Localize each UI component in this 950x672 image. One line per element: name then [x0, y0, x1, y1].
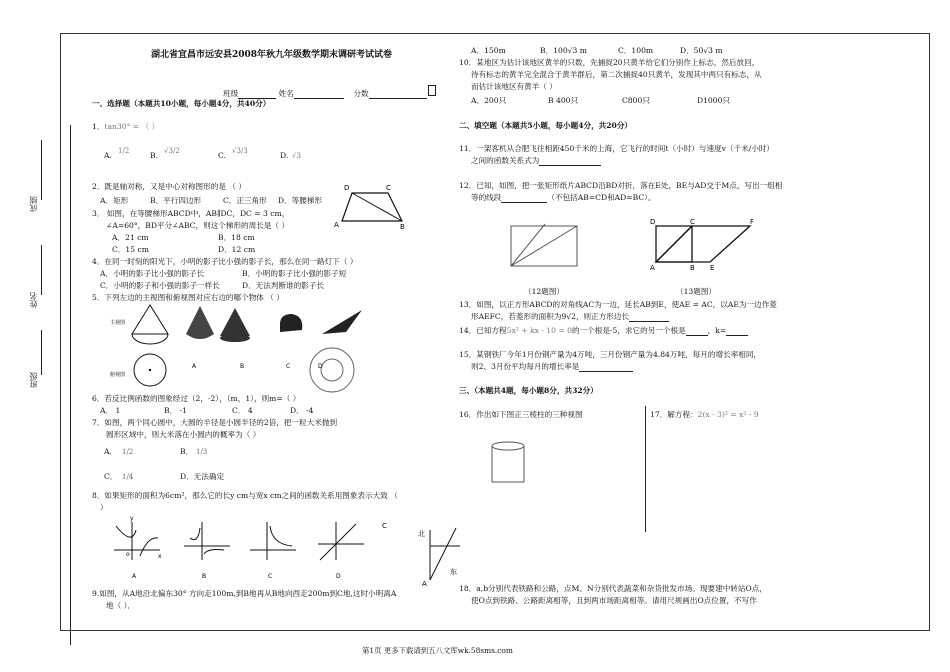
q5-label-a[interactable]: A [192, 363, 197, 370]
q13-label-e: E [710, 264, 715, 272]
q1-options [104, 147, 301, 161]
q5-figures [110, 300, 370, 400]
q2-option-b[interactable]: B．平行四边形 [150, 196, 202, 205]
q8-line2: ） [100, 503, 108, 512]
q6-option-c[interactable]: C． 4 [232, 406, 253, 415]
q7-value-b: 1/3 [196, 448, 208, 456]
q1-option-a[interactable]: A. [104, 151, 112, 160]
q8-line1: 8．如果矩形的面积为6cm²，那么它的长y cm与宽x cm之间的函数关系用图象表示大致 （ [92, 491, 398, 500]
page-title: 湖北省宜昌市远安县2008年秋九年级数学期末调研考试试卷 [151, 50, 393, 60]
q7-option-c[interactable]: C． [104, 472, 118, 481]
q12-figure [505, 222, 585, 272]
q13-figure [650, 218, 760, 272]
page-footer: 第1页 更多下载请到五八文库wk.58sms.com [362, 646, 513, 655]
q8-label-b[interactable]: B [202, 573, 207, 580]
section1-heading: 一、选择题（本题共10小题，每小题4分，共40分） [92, 99, 271, 108]
q11-answer-blank[interactable] [539, 165, 601, 166]
q1-value-b: √3/2 [164, 147, 180, 155]
q8-graph-d[interactable] [318, 522, 364, 560]
q1-option-d[interactable]: D. [280, 151, 289, 160]
side-divider [70, 125, 71, 645]
q13-label-f: F [750, 218, 755, 226]
q13-label-b: B [690, 264, 695, 272]
q13-label-c: C [690, 218, 695, 226]
q9-label-a: A [422, 580, 427, 588]
q4-option-b[interactable]: B．小明的影子比小强的影子短 [242, 269, 347, 278]
q1-value-d: √3 [292, 152, 301, 160]
q7-value-c: 1/4 [122, 473, 134, 481]
q5-top-view-label: 俯视图 [110, 372, 126, 378]
q10-option-d[interactable]: D1000只 [697, 96, 731, 105]
q9-line2: 地（ ）． [106, 601, 135, 610]
compass-east-label: 东 [450, 568, 457, 576]
q1-stem: 1．tan30° = （ ） [92, 122, 160, 131]
q18-line2: 使O点到铁路、公路距离相等，且到两市场距离相等。请用尺规画出O点位置，不写作 [471, 596, 757, 605]
q11-line2: 之间的函数关系式为 [471, 156, 601, 166]
q2-stem: 2．既是轴对称，又是中心对称图形的是 （ ） [92, 182, 246, 191]
q10-line2: 待有标志的黄羊完全混合于黄羊群后，第二次捕捉40只黄羊，发现其中两只有标志，从 [471, 70, 762, 79]
q8-label-c[interactable]: C [268, 573, 273, 580]
q6-option-b[interactable]: B． -1 [164, 406, 187, 415]
q4-option-d[interactable]: D．无法判断谁的影子长 [242, 281, 325, 290]
q6-stem: 6．若反比例函数的图象经过（2，-2），（m，1），则m=（ ） [92, 394, 301, 403]
class-label: 班级 [223, 89, 239, 98]
q1-option-b[interactable]: B. [150, 151, 158, 160]
q9-line1: 9.如图，从A地沿北偏东30° 方向走100m,到B地再从B地向西走200m到C地,这时小明离A [92, 589, 397, 598]
q14: 14．已知方程5x² + kx - 10 = 0的一个根是-5，求它的另一个根是 ，k= [459, 326, 748, 336]
q14-root-blank[interactable] [686, 335, 708, 336]
q9-option-a[interactable]: A．150m [471, 46, 506, 55]
fig13-caption: （13题图） [676, 287, 717, 296]
q3-option-a[interactable]: A．21 cm [112, 233, 149, 242]
q10-line3: 而估计该地区有黄羊（ ） [471, 82, 557, 91]
q2-option-c[interactable]: C．正三角形 [223, 196, 267, 205]
q13-line1: 13．如图，以正方形ABCD的对角线AC为一边，延长AB到E，使AE = AC，以AE为一边作菱 [459, 300, 777, 309]
q13-answer-blank[interactable] [629, 321, 669, 322]
q4-option-a[interactable]: A．小明的影子比小强的影子长 [100, 269, 205, 278]
q6-option-d[interactable]: D． -4 [290, 406, 314, 415]
side-name-label: 姓名 [29, 292, 38, 308]
q8-axis-y: y [130, 515, 134, 522]
side-class-blank [41, 330, 42, 375]
q14-k-blank[interactable] [726, 335, 748, 336]
side-score-label: 成绩 [29, 196, 38, 212]
q7-line1: 7．如图，两个同心圆中，大圆的半径是小圆半径的2倍，把一粒大米抛到 [92, 418, 338, 427]
q9-label-c: C [382, 522, 387, 530]
q10-option-c[interactable]: C800只 [622, 96, 650, 105]
q3-line2: ∠A=60°，BD平分∠ABC，则这个梯形的周长是（ ） [106, 221, 290, 230]
q3-option-c[interactable]: C．15 cm [112, 245, 149, 254]
q8-axis-x: x [158, 553, 162, 560]
q12-line1: 12．已知，如图，把一张矩形纸片ABCD沿BD对折，落在E处，BE与AD交于M点，写出一组相 [459, 181, 783, 190]
q7-option-b[interactable]: B． [180, 447, 194, 456]
q18-line1: 18．a,b分别代表铁路和公路，点M、N分别代表蔬菜和杂货批发市场。现要建中转站O点， [459, 584, 767, 593]
q1-value-c: √3/3 [232, 147, 248, 155]
q5-stem: 5．下列左边的主视图和俯视图对应右边的哪个物体 （ ） [92, 293, 284, 302]
q9-option-d[interactable]: D．50√3 m [680, 46, 723, 55]
side-name-blank [41, 245, 42, 295]
section3-heading: 三、（本题共4题，每小题8分，共32分） [459, 386, 598, 395]
q8-graphs [112, 516, 472, 586]
q7-value-a: 1/2 [122, 448, 134, 456]
q12-answer-blank[interactable] [501, 202, 547, 203]
q5-label-c[interactable]: C [286, 363, 291, 370]
score-label: 分数 [353, 89, 369, 98]
q3-line1: 3． 如图，在等腰梯形ABCD中，AB∥DC，DC = 3 cm， [92, 209, 290, 218]
q5-label-d[interactable]: D [318, 363, 323, 370]
q7-option-d[interactable]: D．无法确定 [180, 472, 225, 481]
q3-option-d[interactable]: D．12 cm [218, 245, 256, 254]
q16-q17-divider [645, 406, 646, 532]
q8-label-a[interactable]: A [132, 573, 137, 580]
q1-option-c[interactable]: C. [218, 151, 226, 160]
q5-label-b[interactable]: B [240, 363, 245, 370]
q16-stem: 16．作出如下图正三棱柱的三种视图 [459, 410, 583, 419]
q15-line2: 则2、3月份平均每月的增长率是 [471, 362, 633, 372]
q8-label-d[interactable]: D [336, 573, 341, 580]
q10-option-a[interactable]: A．200只 [471, 96, 507, 105]
q15-line1: 15．某钢铁厂今年1月份钢产量为4万吨，三月份钢产量为4.84万吨，每月的增长率相同， [459, 350, 762, 359]
q11-line1: 11．一架客机从合肥飞往相距450千米的上海，它飞行的时间t（小时）与速度v（千米/小时） [459, 144, 775, 153]
name-label: 姓名 [278, 89, 294, 98]
q12-line2: 等的线段 （不包括AB=CD和AD=BC）。 [471, 193, 656, 202]
q17-stem: 17．解方程：2(x - 3)² = x² - 9 [650, 410, 759, 419]
q3-label-d: D [344, 184, 350, 192]
q7-option-a[interactable]: A． [104, 447, 118, 456]
q2-option-a[interactable]: A．矩形 [100, 196, 129, 205]
q4-line1: 4．在同一时刻的阳光下，小明的影子比小强的影子长，那么在同一路灯下（ ） [92, 257, 358, 266]
q8-axis-o: o [126, 551, 130, 558]
q13-label-a: A [650, 264, 655, 272]
q8-graph-b[interactable] [184, 522, 230, 560]
q1-value-a: 1/2 [118, 147, 130, 155]
q16-prism-figure [488, 440, 538, 490]
q4-option-c[interactable]: C．小明的影子和小强的影子一样长 [100, 281, 220, 290]
q8-graph-a[interactable] [114, 522, 160, 560]
side-score-blank [41, 140, 42, 200]
q8-graph-c[interactable] [250, 522, 296, 560]
q5-front-view-label: 主视图 [110, 320, 126, 326]
q13-label-d: D [650, 218, 656, 226]
q7-line2: 圆形区域中，则大米落在小圆内的概率为（ ） [106, 430, 261, 439]
q3-label-c: C [386, 184, 391, 192]
side-class-label: 班级 [29, 372, 38, 388]
compass-north-label: 北 [418, 530, 425, 538]
q3-label-b: B [400, 223, 405, 231]
q10-line1: 10．某地区为估计该地区黄羊的只数，先捕捉20只黄羊给它们分别作上标志，然后放回， [459, 58, 760, 67]
fig12-caption: （12题图） [524, 287, 565, 296]
score-blank[interactable] [369, 98, 427, 99]
q3-option-b[interactable]: B．18 cm [218, 233, 255, 242]
q15-answer-blank[interactable] [579, 371, 633, 372]
section2-heading: 二、填空题（本题共5小题，每小题4分，共20分） [459, 121, 633, 130]
q3-trapezoid-figure [334, 184, 410, 231]
q9-option-c[interactable]: C．100m [618, 46, 654, 55]
q9-option-b[interactable]: B．100√3 m [540, 46, 587, 55]
class-field [223, 85, 436, 99]
q13-line2: 形AEFC，若菱形的面积为9√2，则正方形边长 [471, 312, 669, 322]
q3-label-a: A [334, 221, 339, 229]
q10-option-b[interactable]: B 400只 [548, 96, 579, 105]
q2-option-d[interactable]: D．等腰梯形 [278, 196, 323, 205]
name-blank[interactable] [294, 98, 344, 99]
q6-option-a[interactable]: A． 1 [100, 406, 121, 415]
